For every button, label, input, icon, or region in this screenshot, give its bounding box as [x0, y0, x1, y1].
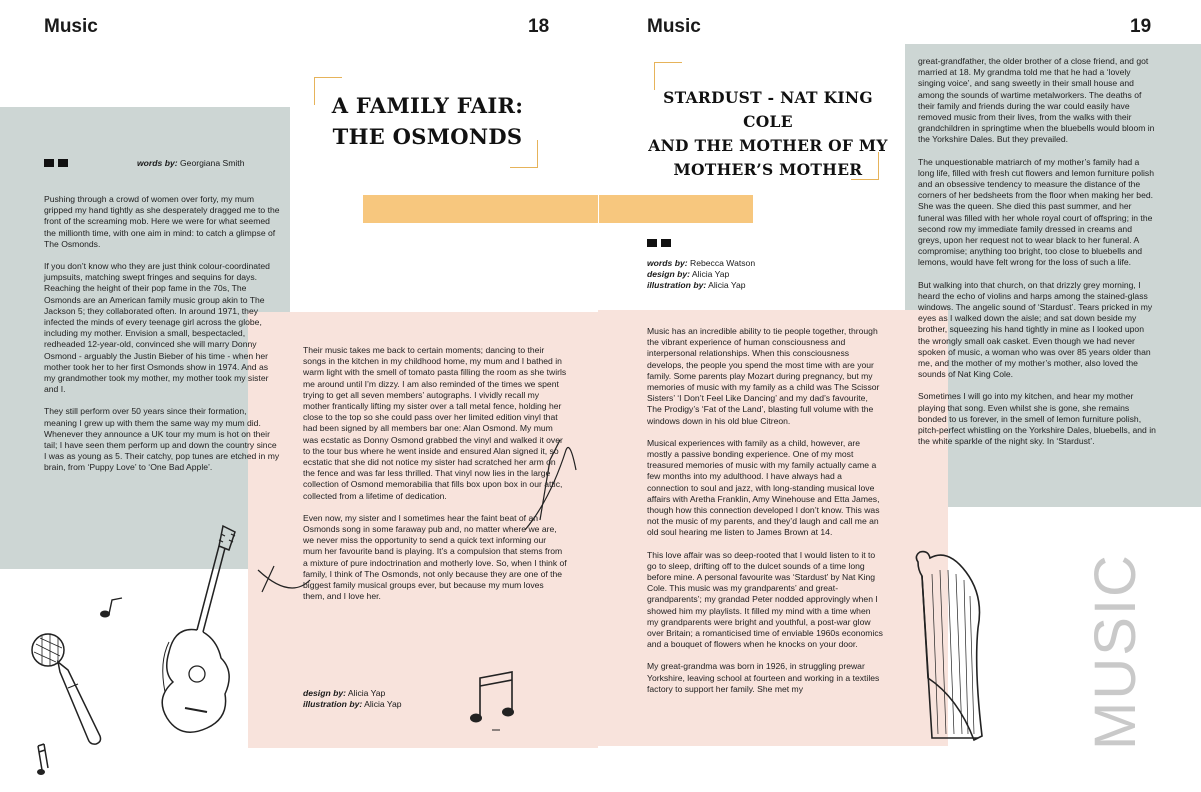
- right-design-name: Alicia Yap: [691, 269, 730, 279]
- left-section-label: Music: [44, 16, 98, 37]
- left-design-name: Alicia Yap: [347, 688, 386, 698]
- left-illustration-name: Alicia Yap: [364, 699, 402, 709]
- music-note-icon: [470, 668, 522, 734]
- right-page-number: 19: [1130, 16, 1152, 37]
- right-byline-squares: [647, 239, 671, 247]
- left-col1-para-3: They still perform over 50 years since their formation, meaning I grew up with them the same way my mum did. Whenever they announce a UK tour my mum is hot on their tail; I have seen them perform up and down the country since I was as young as 5. Their catchy, pop tunes are etched in my brain, from ‘Puppy Love’ to ‘One Bad Apple’.: [44, 406, 280, 473]
- left-col1-para-2: If you don’t know who they are just think colour-coordinated jumpsuits, matching swept fringes and sequins for days. Reaching the height of their pop fame in the 70s, The Osmonds are an American family music group akin to The Jackson 5; they collaborated often. In around 1971, they infected the minds of every teenage girl across the globe, including my mother. Envision a small, bespectacled, redheaded 12-year-old, convinced she will marry Donny Osmond - arguably the Justin Bieber of his time - when her mother took her to her first Osmonds show in 1974. And as my grandmother took my mother, my mother took my sister and I.: [44, 261, 270, 395]
- right-credits: [647, 258, 755, 291]
- left-col1-para-1: Pushing through a crowd of women over forty, my mum gripped my hand tightly as she desperately dragged me to the front of the screaming mob. Here we were for what seemed the millionth time, with one aim in mind: to catch a glimpse of The Osmonds.: [44, 194, 280, 249]
- left-credits: [303, 688, 402, 710]
- left-illustration-label: illustration by:: [303, 699, 363, 709]
- music-note-icon: [98, 596, 128, 620]
- left-article-title: [330, 90, 525, 152]
- left-col2-para-2: Even now, my sister and I sometimes hear the faint beat of an Osmonds song in some faraway pub and, no matter where we are, we never miss the opportunity to send a quick text informing our mum her favourite band is playing. It’s a compulsion that stems from a mixture of pure indoctrination and motherly love. So, when I think of family, I think of The Osmonds, not only because they are one of the biggest family musical groups ever, but because my mum loves them, and I love her.: [303, 512, 567, 602]
- orange-title-bar: [363, 195, 753, 223]
- right-col1-para-4: My great-grandma was born in 1926, in struggling prewar Yorkshire, leaving school at fourteen and working in a textiles factory to support her family. She met my: [647, 661, 880, 694]
- left-byline-squares: [44, 159, 68, 167]
- left-byline: [137, 158, 244, 169]
- right-article-title: [648, 86, 888, 182]
- right-title-line3: MOTHER’S MOTHER: [673, 160, 863, 179]
- left-col2-para-1: Their music takes me back to certain moments; dancing to their songs in the kitchen in my childhood home, my mum and I bathed in warm light with the smell of tomato pasta filling the room as she twirls me around until I’m dizzy. I am also reminded of the times we spent trying to get all seven members’ autographs. I vividly recall my mother frantically lifting my sister over a tall metal fence, holding her close to the top so she could pass over her limited edition vinyl that had been signed by all members bar one: Alan Osmond. My mum was ecstatic as Donny Osmond grabbed the vinyl and walked it over to the tour bus where he went inside and ensured Alan signed it, so ecstatic that she did not notice my sister had scratched her arm on the fence and was far less thrilled. That vinyl now lies in the large collection of Osmond memorabilia that fills box upon box in our attic, collected from a lifetime of dedication.: [303, 345, 567, 501]
- right-column-2: [918, 56, 1156, 459]
- right-words-name: Rebecca Watson: [689, 258, 756, 268]
- left-title-line1: A FAMILY FAIR:: [331, 93, 524, 118]
- left-page-number: 18: [528, 16, 550, 37]
- right-col2-para-1: great-grandfather, the older brother of a close friend, and got married at 18. My grandma told me that he had a ‘lovely singing voice’, and sang sweetly in their small house and among the sounds of wartime metalworkers. The deaths of their family and friends during the war could easily have removed music from their lives, from the walks with their grandchildren in springtime when the bluebells would bloom in the Yorkshire Dales. But they prevailed.: [918, 56, 1155, 145]
- music-note-icon: [32, 742, 62, 778]
- page-gutter-mark: [598, 195, 599, 223]
- right-col1-para-1: Music has an incredible ability to tie people together, through the vibrant experience of human consciousness and interpersonal relationships. When this consciousness develops, the people you spend the most time with are your family. Some parents play Mozart during pregnancy, but my memories of music with my family as a child was The Scissor Sisters’ ‘I Don’t Feel Like Dancing’ and my dad’s favourite, The Prodigy’s ‘Fat of the Land’, blasting full volume with the windows down in his old blue Citreon.: [647, 326, 880, 426]
- left-design-label: design by:: [303, 688, 346, 698]
- right-column-1: [647, 326, 883, 706]
- right-col2-para-4: Sometimes I will go into my kitchen, and hear my mother playing that song. Even whilst she is gone, she remains bonded to us forever, in the smell of lemon furniture polish, pitch-perfect whistling on the Yorkshire Dales, bluebells, and in the white sparkle of the night sky. In ‘Stardust’.: [918, 391, 1156, 447]
- right-col1-para-2: Musical experiences with family as a child, however, are mostly a passive bonding experience. One of my most treasured memories of music with my family actually came a few months into my adulthood. I have always had a connection to soul and jazz, with long-standing musical love affairs with Aretha Franklin, Amy Winehouse and Etta James, though how this connection developed I don’t know. This was not the music of my parents, and they’d laugh and call me an old soul hearing me listen to James Brown at 14.: [647, 437, 880, 538]
- right-design-label: design by:: [647, 269, 690, 279]
- right-title-line1: STARDUST - NAT KING COLE: [663, 88, 873, 131]
- vertical-music-word: MUSIC: [1083, 553, 1148, 750]
- guitar-icon: [145, 522, 255, 742]
- left-byline-label: words by:: [137, 158, 178, 168]
- right-title-line2: AND THE MOTHER OF MY: [648, 136, 888, 155]
- right-col2-para-2: The unquestionable matriarch of my mother’s family had a long life, filled with fresh cut flowers and lemon furniture polish and an obsessive tendency to measure the distance of the corners of her bedsheets from the floor when making her bed. She was the queen. She died this past summer, and her funeral was filled with her whole royal court of offspring; in the second row my immediate family dressed in creams and greys, upon her request not to wear black to her funeral. A compromise; anything too bright, too close to bluebells and lemons, would have felt wrong for the loss of such a life.: [918, 156, 1154, 268]
- right-illustration-name: Alicia Yap: [708, 280, 746, 290]
- right-col2-para-3: But walking into that church, on that drizzly grey morning, I heard the echo of violins and harps among the stained-glass windows. The angelic sound of ‘Stardust’. Tears pricked in my eyes as I walked down the aisle; and sat down beside my brother, squeezing his hand tightly in mine as I looked upon the wrongly small oak casket. Even though we had never spoken of music, a woman who was over 85 years older than me, and the mother of my mother’s mother, also loved the sounds of Nat King Cole.: [918, 279, 1153, 380]
- left-title-line2: THE OSMONDS: [332, 124, 523, 149]
- harp-icon: [908, 548, 993, 748]
- left-byline-name: Georgiana Smith: [179, 158, 245, 168]
- microphone-icon: [28, 628, 113, 748]
- left-column-1: [44, 194, 280, 485]
- right-section-label: Music: [647, 16, 701, 37]
- right-words-label: words by:: [647, 258, 688, 268]
- right-illustration-label: illustration by:: [647, 280, 707, 290]
- right-col1-para-3: This love affair was so deep-rooted that I would listen to it to go to sleep, drifting off to the dulcet sounds of a time long before mine. A personal favourite was ‘Stardust’ by Nat King Cole. This music was my grandparents’ and great-grandparents’; my grandad Peter nodded approvingly when I showed him my playlists. It filled my mind with a time when my grandparents were bright and youthful, a post-war glow over Britain; a romanticised time of enviable 1960s economics and a bouquet of flowers when he knocks on your door.: [647, 549, 883, 650]
